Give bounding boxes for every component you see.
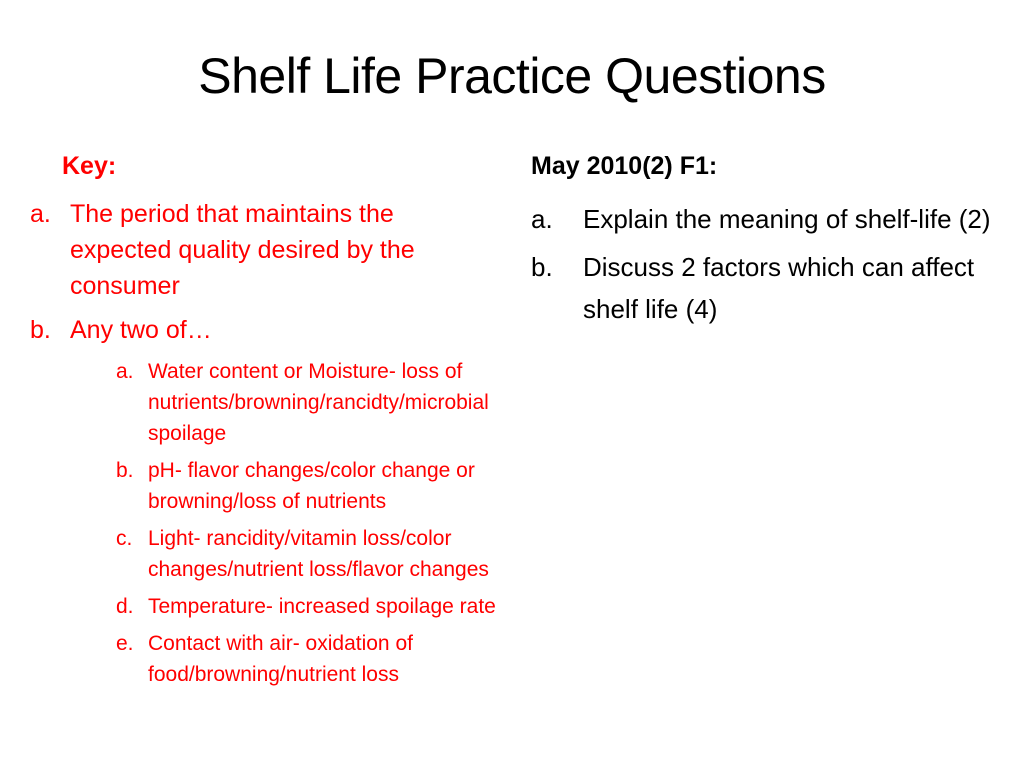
- key-subitem-text: pH- flavor changes/color change or browning/loss of nutrients: [148, 459, 475, 513]
- list-marker: d.: [116, 595, 134, 618]
- key-item-b: [30, 312, 500, 348]
- key-list: [30, 196, 500, 696]
- question-heading: May 2010(2) F1:: [531, 152, 718, 180]
- key-subitem-text: Water content or Moisture- loss of nutrients/browning/rancidty/microbial spoilage: [148, 360, 489, 445]
- list-marker: a.: [531, 204, 553, 234]
- key-subitem-e: [116, 628, 500, 690]
- key-subitem-a: [116, 356, 500, 449]
- question-list: [531, 198, 1001, 336]
- question-item-a: [531, 198, 1001, 240]
- key-item-text: The period that maintains the expected quality desired by the consumer: [70, 200, 415, 300]
- key-item-a: [30, 196, 500, 304]
- key-subitem-d: [116, 591, 500, 622]
- list-marker: b.: [116, 459, 134, 482]
- list-marker: a.: [30, 200, 51, 228]
- key-subitem-text: Temperature- increased spoilage rate: [148, 595, 496, 618]
- key-subitem-text: Light- rancidity/vitamin loss/color changes/nutrient loss/flavor changes: [148, 527, 489, 581]
- key-heading: Key:: [62, 152, 117, 180]
- list-marker: c.: [116, 527, 133, 550]
- key-subitem-b: [116, 455, 500, 517]
- list-marker: a.: [116, 360, 134, 383]
- key-subitem-text: Contact with air- oxidation of food/browning/nutrient loss: [148, 632, 413, 686]
- list-marker: b.: [531, 252, 553, 282]
- list-marker: b.: [30, 316, 51, 344]
- question-item-b: [531, 246, 1001, 330]
- slide-title: Shelf Life Practice Questions: [198, 48, 826, 104]
- list-marker: e.: [116, 632, 134, 655]
- question-item-text: Explain the meaning of shelf-life (2): [583, 204, 991, 234]
- key-item-text: Any two of…: [70, 316, 212, 344]
- key-subitem-c: [116, 523, 500, 585]
- question-item-text: Discuss 2 factors which can affect shelf life (4): [583, 252, 975, 324]
